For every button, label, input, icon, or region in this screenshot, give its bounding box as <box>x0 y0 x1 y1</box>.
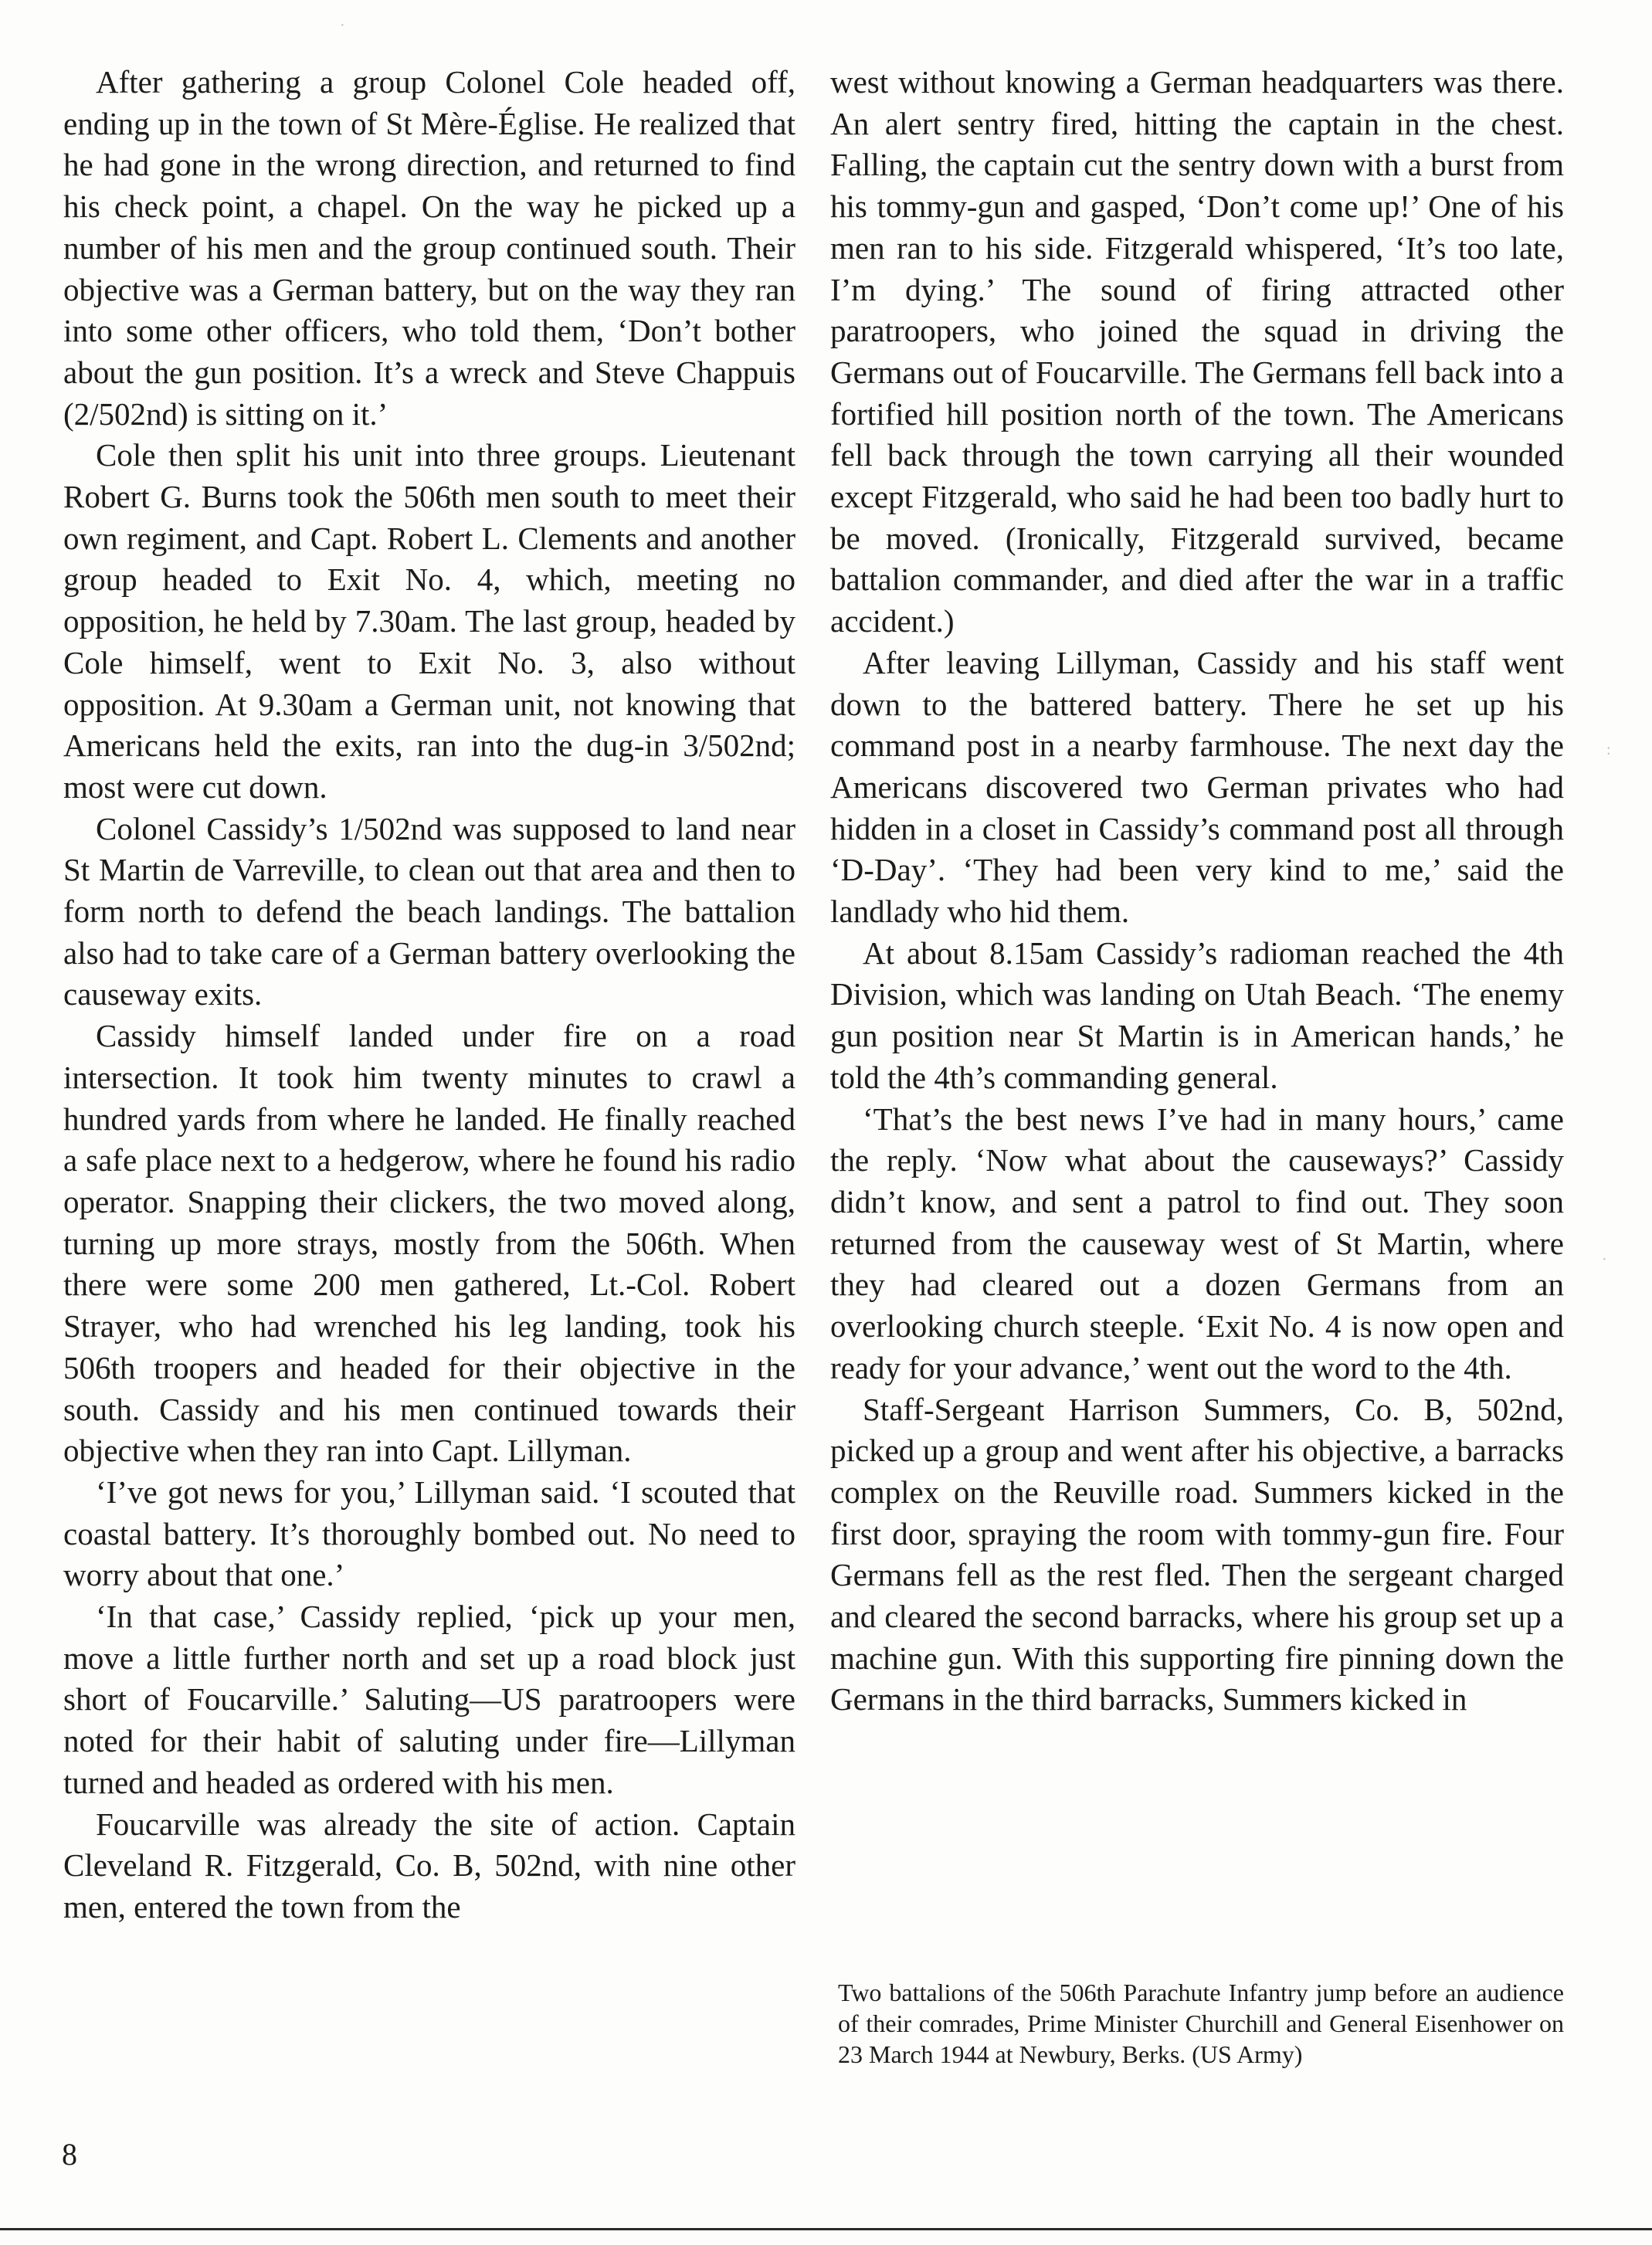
paragraph: At about 8.15am Cassidy’s radioman reached the 4th Division, which was landing on Utah Beach. ‘The enemy gun position near St Martin is in American hands,’ he told the 4th’s commanding general. <box>830 934 1564 1095</box>
photo-caption: Two battalions of the 506th Parachute Infantry jump before an audience of their comrades, Prime Minister Churchill and General Eisenhower on 23 March 1944 at Newbury, Berks. (US Army) <box>838 1979 1564 2068</box>
paragraph: Colonel Cassidy’s 1/502nd was supposed to land near St Martin de Varreville, to clean out that area and then to form north to defend the beach landings. The battalion also had to take care of a German battery overlooking the causeway exits. <box>63 810 795 1012</box>
paragraph: Staff-Sergeant Harrison Summers, Co. B, 502nd, picked up a group and went after his objective, a barracks complex on the Reuville road. Summers kicked in the first door, spraying the room with tommy-gun fire. Four Germans fell as the rest fled. Then the sergeant charged and cleared the second barracks, where his group set up a machine gun. With this supporting fire pinning down the Germans in the third barracks, Summers kicked in <box>830 1391 1564 1718</box>
page-bottom-rule <box>0 2228 1652 2230</box>
scan-speck: · <box>1602 1251 1607 1268</box>
paragraph: ‘That’s the best news I’ve had in many hours,’ came the reply. ‘Now what about the causeways?’ Cassidy didn’t know, and sent a patrol to find out. They soon returned from the causeway west of St Martin, where they had cleared out a dozen Germans from an overlooking church steeple. ‘Exit No. 4 is now open and ready for your advance,’ went out the word to the 4th. <box>830 1100 1564 1385</box>
scan-speck: · <box>340 17 345 34</box>
page-number: 8 <box>62 2137 77 2172</box>
paragraph: ‘In that case,’ Cassidy replied, ‘pick up your men, move a little further north and set up a road block just short of Foucarville.’ Saluting—US paratroopers were noted for their habit of saluting under fire—Lillyman turned and headed as ordered with his men. <box>63 1599 795 1800</box>
scan-speck: : <box>1606 741 1611 758</box>
left-column <box>63 62 795 1928</box>
paragraph-continued: west without knowing a German headquarters was there. An alert sentry fired, hitting the captain in the chest. Falling, the captain cut the sentry down with a burst from his tommy-gun and gasped, ‘Don’t come up!’ One of his men ran to his side. Fitzgerald whispered, ‘It’s too late, I’m dying.’ The sound of firing attracted other paratroopers, who joined the squad in driving the Germans out of Foucarville. The Germans fell back into a fortified hill position north of the town. The Americans fell back through the town carrying all their wounded except Fitzgerald, who said he had been too badly hurt to be moved. (Ironically, Fitzgerald survived, became battalion commander, and died after the war in a traffic accident.) <box>830 64 1564 639</box>
paragraph: Foucarville was already the site of action. Captain Cleveland R. Fitzgerald, Co. B, 502nd, with nine other men, entered the town from the <box>63 1806 795 1925</box>
paragraph: ‘I’ve got news for you,’ Lillyman said. ‘I scouted that coastal battery. It’s thoroughly bombed out. No need to worry about that one.’ <box>63 1473 795 1593</box>
paragraph: After leaving Lillyman, Cassidy and his staff went down to the battered battery. There he set up his command post in a nearby farmhouse. The next day the Americans discovered two German privates who had hidden in a closet in Cassidy’s command post all through ‘D-Day’. ‘They had been very kind to me,’ said the landlady who hid them. <box>830 644 1564 930</box>
paragraph: Cole then split his unit into three groups. Lieutenant Robert G. Burns took the 506th men south to meet their own regiment, and Capt. Robert L. Clements and another group headed to Exit No. 4, which, meeting no opposition, he held by 7.30am. The last group, headed by Cole himself, went to Exit No. 3, also without opposition. At 9.30am a German unit, not knowing that Americans held the exits, ran into the dug-in 3/502nd; most were cut down. <box>63 437 795 805</box>
right-column <box>830 62 1564 1721</box>
paragraph: After gathering a group Colonel Cole headed off, ending up in the town of St Mère-Église. He realized that he had gone in the wrong direction, and returned to find his check point, a chapel. On the way he picked up a number of his men and the group continued south. Their objective was a German battery, but on the way they ran into some other officers, who told them, ‘Don’t bother about the gun position. It’s a wreck and Steve Chappuis (2/502nd) is sitting on it.’ <box>63 64 795 432</box>
paragraph: Cassidy himself landed under fire on a road intersection. It took him twenty minutes to crawl a hundred yards from where he landed. He finally reached a safe place next to a hedgerow, where he found his radio operator. Snapping their clickers, the two moved along, turning up more strays, mostly from the 506th. When there were some 200 men gathered, Lt.-Col. Robert Strayer, who had wrenched his leg landing, took his 506th troopers and headed for their objective in the south. Cassidy and his men continued towards their objective when they ran into Capt. Lillyman. <box>63 1018 795 1469</box>
